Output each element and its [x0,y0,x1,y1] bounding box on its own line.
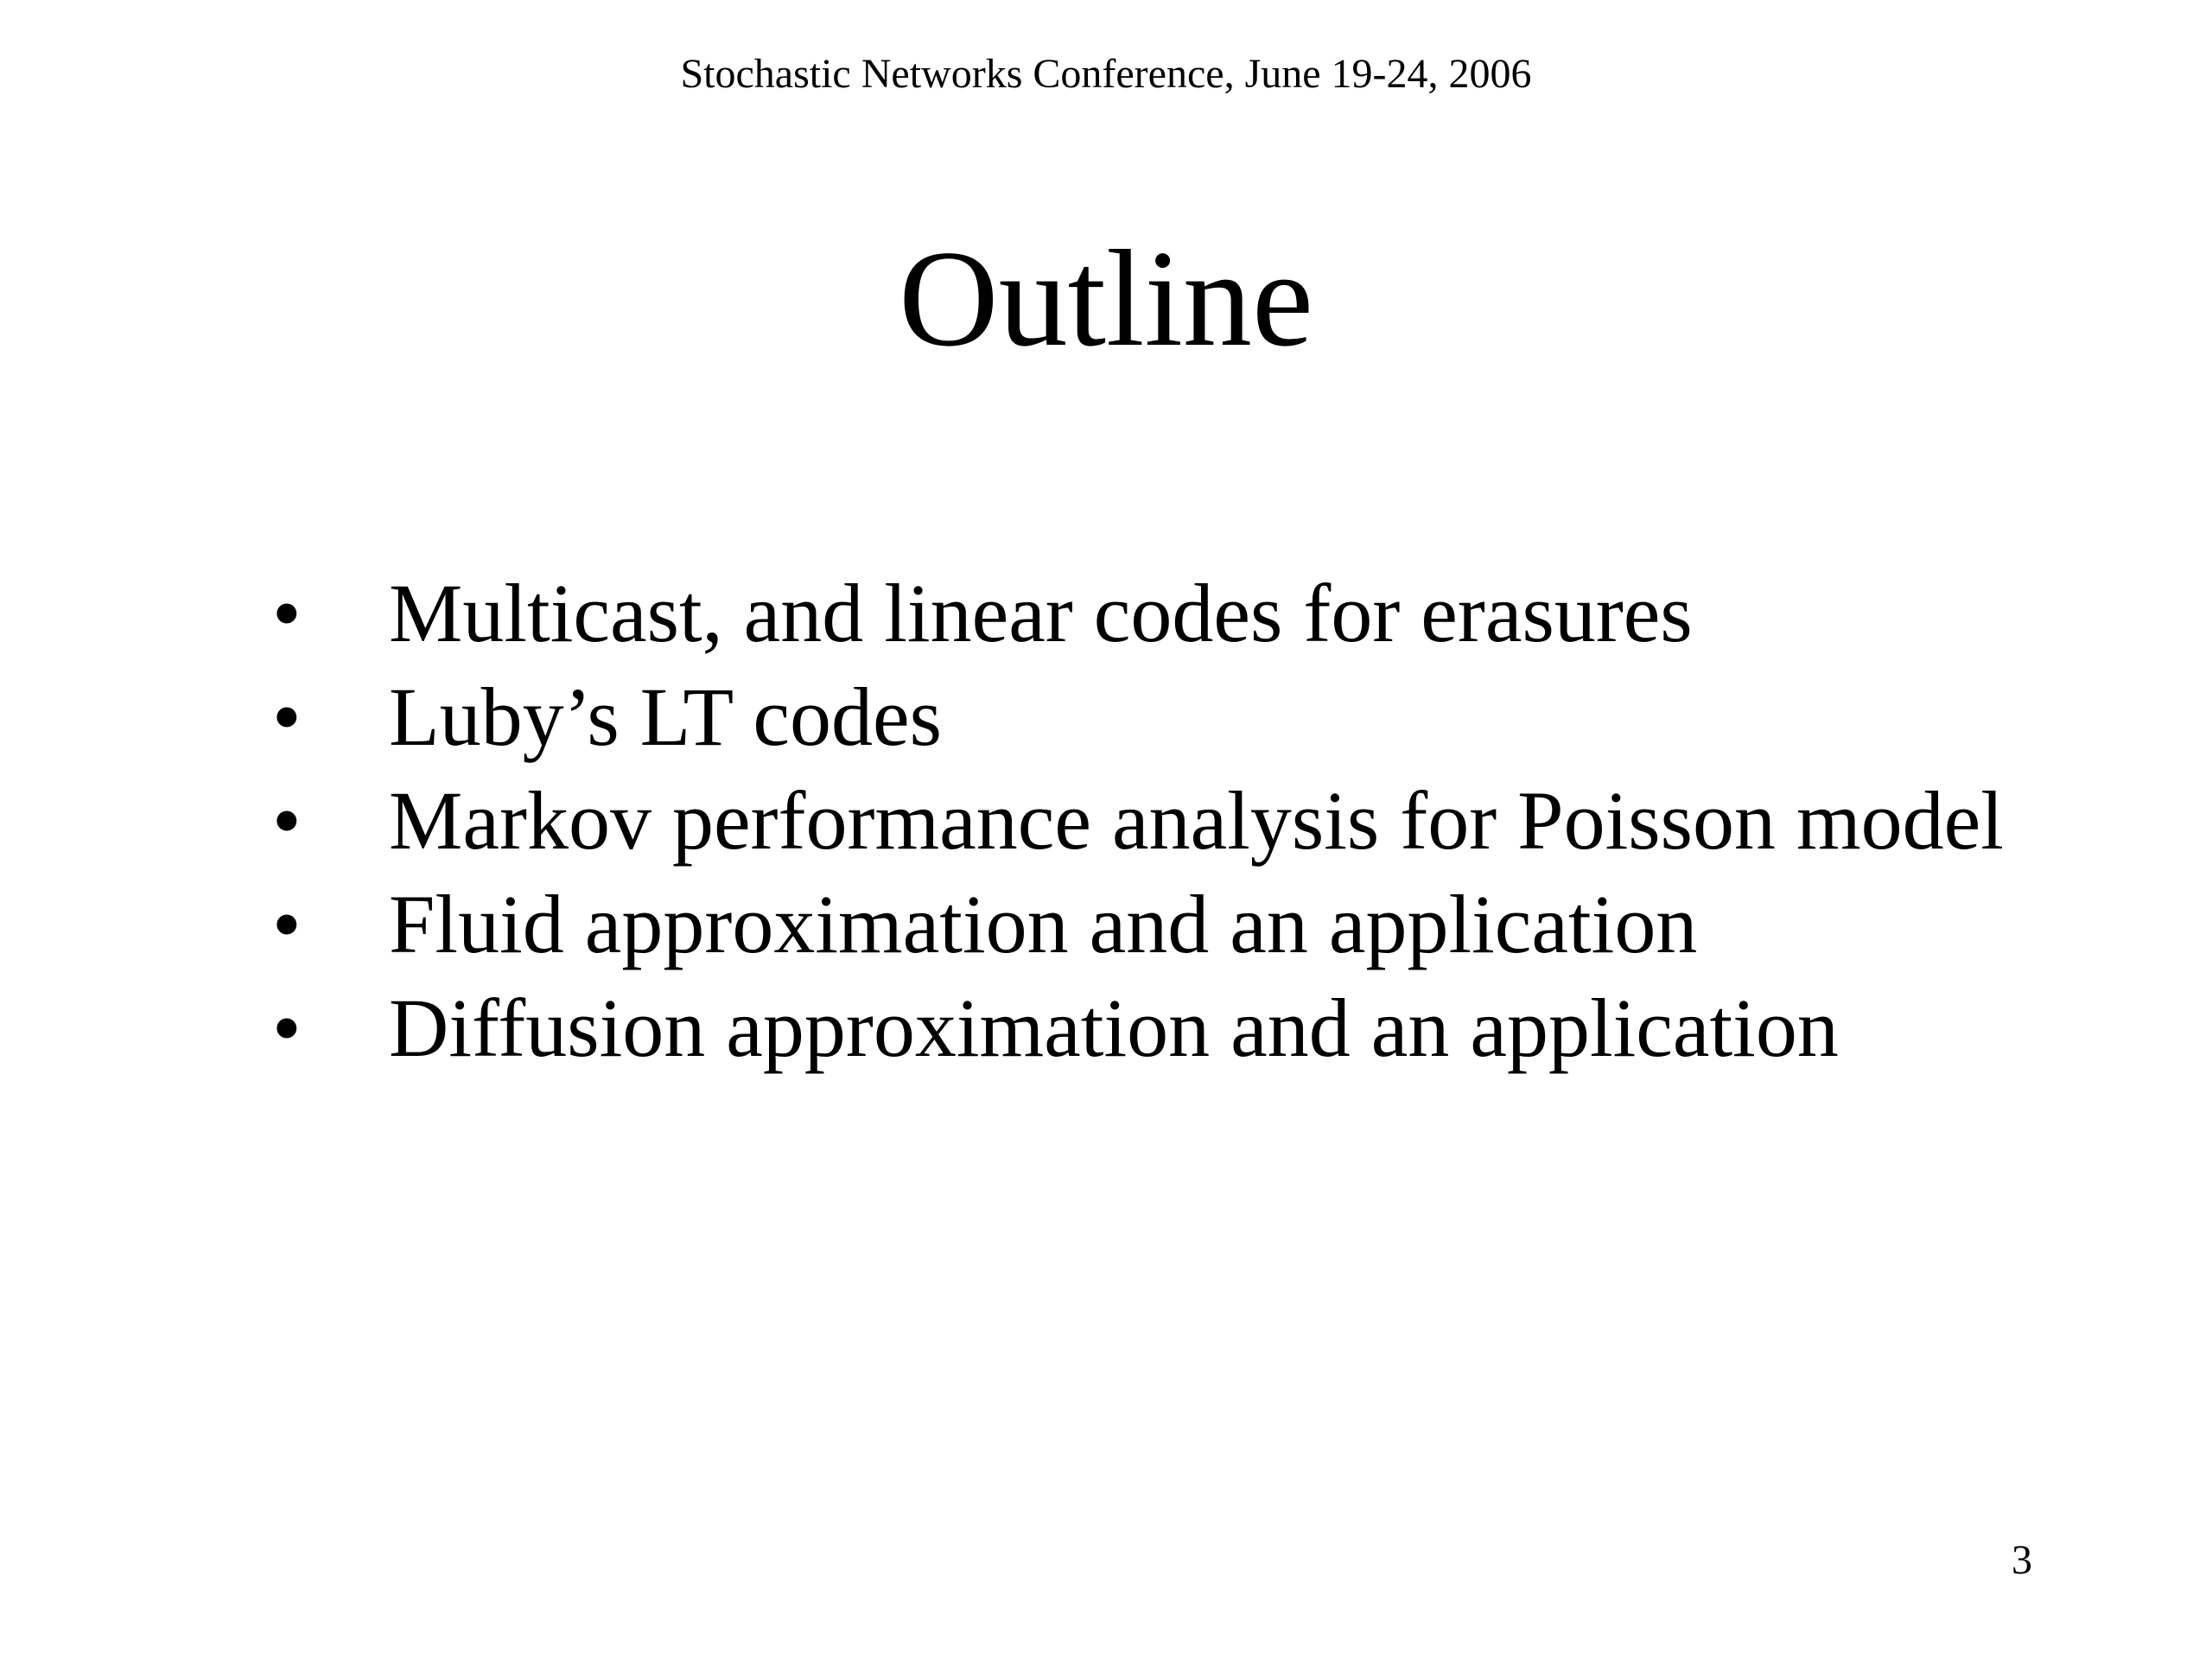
list-item-text: Fluid approximation and an application [389,878,1698,970]
bullet-icon: • [272,982,302,1074]
list-item-text: Markov performance analysis for Poisson model [389,774,2004,867]
list-item-text: Multicast, and linear codes for erasures [389,567,1693,659]
list-item-text: Luby’s LT codes [389,671,942,763]
slide-header: Stochastic Networks Conference, June 19-24, 2006 [680,51,1532,97]
bullet-icon: • [272,878,302,970]
list-item-text: Diffusion approximation and an application [389,982,1839,1074]
bullet-icon: • [272,774,302,867]
page-number: 3 [2012,1537,2032,1583]
bullet-icon: • [272,567,302,659]
bullet-icon: • [272,671,302,763]
slide-title: Outline [899,221,1313,375]
